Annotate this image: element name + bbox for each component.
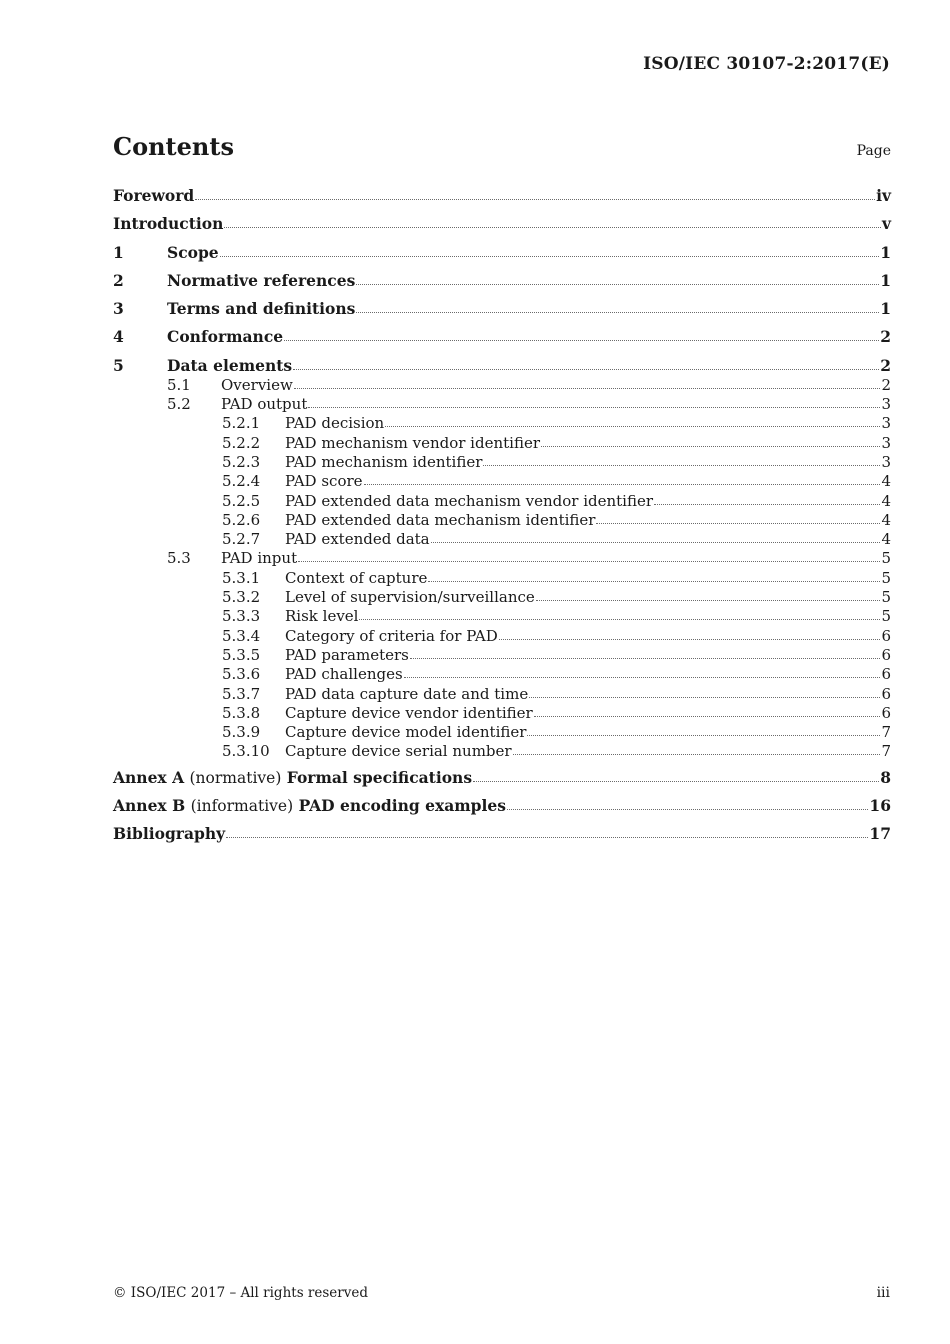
dot-leader	[224, 226, 881, 228]
dot-leader	[220, 255, 880, 257]
annex-title: Formal specifications	[286, 767, 473, 787]
dot-leader	[226, 836, 868, 838]
toc-entry-title: Capture device model identifier	[285, 723, 527, 742]
dot-leader	[527, 734, 880, 736]
toc-entry-number: 5.2.7	[222, 530, 261, 549]
dot-leader	[541, 445, 880, 447]
toc-entry-number: 5	[113, 355, 124, 375]
dot-leader	[308, 406, 880, 408]
toc-entry-number: 5.3.2	[222, 588, 261, 607]
toc-entry-title: PAD extended data	[285, 530, 430, 549]
toc-entry-number: 5.2.5	[222, 491, 261, 510]
toc-entry-page: 3	[881, 433, 891, 452]
dot-leader	[507, 808, 868, 810]
page-number: iii	[876, 1285, 890, 1301]
toc-entry-page: 4	[881, 491, 891, 510]
toc-entry-title: PAD challenges	[285, 665, 403, 684]
toc-entry-pad-extended-data-mechanism-identifier[interactable]	[113, 511, 891, 530]
toc-entry-page: 6	[881, 665, 891, 684]
toc-entry-normative-references[interactable]	[113, 271, 891, 299]
toc-entry-title: Category of criteria for PAD	[285, 626, 498, 645]
toc-entry-number: 4	[113, 327, 124, 347]
toc-entry-capture-device-model-identifier[interactable]	[113, 723, 891, 742]
toc-entry-introduction[interactable]	[113, 214, 891, 242]
annex-type: (normative)	[189, 768, 282, 787]
toc-entry-page: 7	[881, 742, 891, 761]
page-column-label: Page	[856, 143, 891, 159]
toc-entry-title: Overview	[221, 375, 293, 394]
toc-entry-pad-output[interactable]	[113, 395, 891, 414]
toc-entry-number: 5.3.4	[222, 626, 261, 645]
toc-entry-number: 5.2.3	[222, 452, 261, 471]
toc-entry-context-of-capture[interactable]	[113, 569, 891, 588]
toc-entry-title: Capture device serial number	[285, 742, 512, 761]
toc-entry-number: 5.3.8	[222, 703, 261, 722]
toc-entry-page: 17	[869, 824, 891, 844]
toc-entry-title: Terms and definitions	[167, 299, 356, 319]
dot-leader	[385, 425, 880, 427]
toc-entry-page: 1	[880, 299, 891, 319]
dot-leader	[195, 198, 875, 200]
toc-entry-scope[interactable]	[113, 243, 891, 271]
dot-leader	[356, 311, 879, 313]
toc-entry-risk-level[interactable]	[113, 607, 891, 626]
toc-entry-page: 2	[880, 355, 891, 375]
toc-entry-page: 5	[881, 549, 891, 568]
toc-entry-overview[interactable]	[113, 376, 891, 395]
annex-type: (informative)	[190, 797, 294, 816]
copyright-footer: © ISO/IEC 2017 – All rights reserved	[113, 1285, 368, 1301]
toc-entry-title	[113, 796, 506, 815]
toc-entry-page: v	[881, 214, 891, 234]
toc-entry-pad-extended-data-mechanism-vendor-identifier[interactable]	[113, 492, 891, 511]
contents-title: Contents	[113, 132, 234, 161]
toc-entry-page: 3	[881, 414, 891, 433]
toc-entry-conformance[interactable]	[113, 327, 891, 355]
toc-entry-terms-and-definitions[interactable]	[113, 299, 891, 327]
toc-entry-title: PAD mechanism vendor identifier	[285, 433, 540, 452]
toc-entry-pad-decision[interactable]	[113, 414, 891, 433]
dot-leader	[483, 464, 880, 466]
toc-entry-number: 5.3.7	[222, 684, 261, 703]
toc-entry-title: PAD score	[285, 472, 363, 491]
toc-entry-number: 5.2.6	[222, 510, 261, 529]
toc-entry-title: Data elements	[167, 355, 293, 375]
toc-entry-page: 2	[881, 375, 891, 394]
toc-entry-page: 1	[880, 242, 891, 262]
dot-leader	[298, 560, 880, 562]
annex-label: Annex B	[113, 796, 186, 816]
toc-entry-number: 5.3.3	[222, 607, 261, 626]
dot-leader	[654, 503, 880, 505]
dot-leader	[596, 522, 880, 524]
toc-entry-title: PAD parameters	[285, 645, 409, 664]
toc-entry-data-elements[interactable]	[113, 356, 891, 376]
toc-entry-pad-input[interactable]	[113, 549, 891, 568]
toc-entry-title: Risk level	[285, 607, 359, 626]
toc-entry-pad-mechanism-vendor-identifier[interactable]	[113, 434, 891, 453]
toc-entry-page: 5	[881, 607, 891, 626]
toc-entry-title: PAD output	[221, 395, 308, 414]
dot-leader	[404, 676, 881, 678]
toc-entry-title: Foreword	[113, 186, 195, 205]
toc-entry-page: iv	[876, 186, 891, 205]
toc-entry-title: PAD input	[221, 549, 298, 568]
toc-entry-capture-device-serial-number[interactable]	[113, 742, 891, 761]
dot-leader	[293, 368, 879, 370]
toc-entry-number: 5.2.4	[222, 472, 261, 491]
toc-entry-title: PAD extended data mechanism identifier	[285, 510, 596, 529]
toc-entry-number: 5.3.1	[222, 568, 261, 587]
toc-entry-pad-extended-data[interactable]	[113, 530, 891, 549]
toc-entry-title: Normative references	[167, 270, 356, 290]
toc-entry-number: 3	[113, 299, 124, 319]
toc-entry-title: Level of supervision/surveillance	[285, 588, 535, 607]
toc-entry-page: 6	[881, 684, 891, 703]
annex-title: PAD encoding examples	[298, 796, 506, 816]
toc-entry-annex-a[interactable]	[113, 768, 891, 796]
toc-entry-foreword[interactable]	[113, 186, 891, 214]
dot-leader	[294, 387, 881, 389]
dot-leader	[284, 339, 879, 341]
dot-leader	[536, 599, 881, 601]
toc-entry-title	[113, 768, 472, 787]
toc-entry-page: 4	[881, 472, 891, 491]
toc-entry-title: Scope	[167, 242, 219, 262]
toc-entry-title: PAD data capture date and time	[285, 684, 529, 703]
toc-entry-level-of-supervision[interactable]	[113, 588, 891, 607]
toc-entry-page: 2	[880, 327, 891, 347]
dot-leader	[473, 780, 879, 782]
toc-entry-pad-challenges[interactable]	[113, 665, 891, 684]
toc-entry-annex-b[interactable]	[113, 796, 891, 824]
toc-entry-category-of-criteria[interactable]	[113, 627, 891, 646]
contents-title-row	[113, 132, 891, 166]
toc-entry-title: Conformance	[167, 327, 284, 347]
toc-entry-title: Bibliography	[113, 824, 226, 844]
toc-entry-title: Introduction	[113, 214, 224, 234]
toc-entry-number: 5.3.5	[222, 645, 261, 664]
toc-entry-pad-score[interactable]	[113, 472, 891, 491]
toc-entry-page: 3	[881, 452, 891, 471]
toc-entry-number: 5.1	[167, 375, 191, 394]
toc-entry-pad-data-capture-date[interactable]	[113, 685, 891, 704]
dot-leader	[513, 753, 881, 755]
toc-entry-bibliography[interactable]	[113, 824, 891, 852]
toc-entry-page: 6	[881, 703, 891, 722]
dot-leader	[529, 696, 880, 698]
toc-entry-page: 5	[881, 588, 891, 607]
toc-entry-page: 3	[881, 395, 891, 414]
dot-leader	[499, 638, 881, 640]
dot-leader	[428, 580, 880, 582]
toc-entry-number: 5.2	[167, 395, 191, 414]
dot-leader	[359, 618, 880, 620]
toc-entry-capture-device-vendor-identifier[interactable]	[113, 704, 891, 723]
toc-entry-number: 5.2.2	[222, 433, 261, 452]
toc-entry-pad-mechanism-identifier[interactable]	[113, 453, 891, 472]
toc-entry-number: 5.3.6	[222, 665, 261, 684]
table-of-contents	[113, 186, 891, 853]
toc-entry-page: 1	[880, 270, 891, 290]
toc-entry-page: 5	[881, 568, 891, 587]
dot-leader	[410, 657, 881, 659]
toc-entry-number: 1	[113, 242, 124, 262]
annex-label: Annex A	[113, 767, 185, 787]
toc-entry-page: 4	[881, 530, 891, 549]
dot-leader	[431, 541, 881, 543]
toc-entry-title: Capture device vendor identifier	[285, 703, 533, 722]
toc-entry-number: 5.2.1	[222, 414, 261, 433]
toc-entry-number: 5.3.9	[222, 723, 261, 742]
toc-entry-page: 6	[881, 626, 891, 645]
toc-entry-number: 5.3	[167, 549, 191, 568]
toc-entry-title: Context of capture	[285, 568, 428, 587]
toc-entry-page: 16	[869, 796, 891, 816]
toc-entry-page: 4	[881, 510, 891, 529]
toc-entry-title: PAD extended data mechanism vendor identifier	[285, 491, 654, 510]
toc-entry-title: PAD mechanism identifier	[285, 452, 483, 471]
toc-entry-pad-parameters[interactable]	[113, 646, 891, 665]
dot-leader	[356, 283, 879, 285]
toc-entry-number: 5.3.10	[222, 742, 270, 761]
toc-entry-page: 6	[881, 645, 891, 664]
dot-leader	[364, 483, 881, 485]
toc-entry-page: 8	[880, 767, 891, 787]
dot-leader	[534, 715, 881, 717]
toc-entry-number: 2	[113, 270, 124, 290]
document-id-header: ISO/IEC 30107-2:2017(E)	[643, 54, 890, 74]
toc-entry-title: PAD decision	[285, 414, 385, 433]
toc-entry-page: 7	[881, 723, 891, 742]
